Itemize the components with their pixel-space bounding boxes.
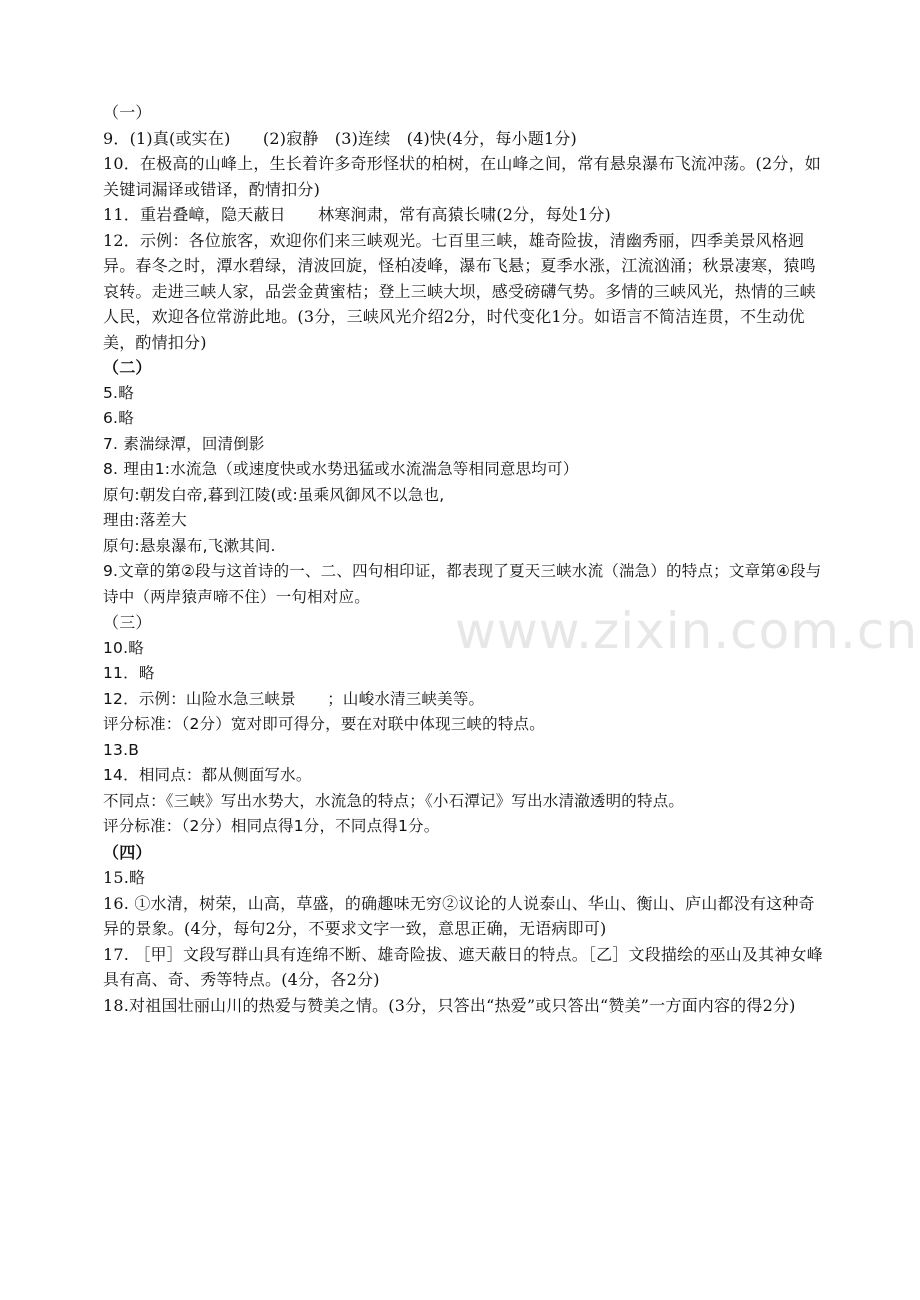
s4-answer-16: 16. ①水清，树荣，山高，草盛，的确趣味无穷②议论的人说泰山、华山、衡山、庐山都没有这种奇异的景象。(4分，每句2分，不要求文字一致，意思正确，无语病即可): [103, 893, 815, 938]
s4-answer-17: 17. ［甲］文段写群山具有连绵不断、雄奇险拔、遮天蔽日的特点。［乙］文段描绘的巫山及其神女峰具有高、奇、秀等特点。(4分，各2分): [103, 944, 823, 989]
s1-answer-11: 11．重岩叠嶂，隐天蔽日 林寒涧肃，常有高猿长啸(2分，每处1分): [103, 205, 612, 224]
section-4-heading: （四）: [103, 842, 152, 862]
s3-answer-14-scoring: 评分标准：（2分）相同点得1分，不同点得1分。: [103, 817, 440, 835]
s4-answer-15: 15.略: [103, 868, 146, 887]
s3-answer-12: 12．示例：山险水急三峡景 ；山峻水清三峡美等。: [103, 689, 485, 708]
section-2-heading: （二）: [103, 358, 152, 377]
s4-answer-18: 18.对祖国壮丽山川的热爱与赞美之情。(3分，只答出“热爱”或只答出“赞美”一方面内容的得2分): [103, 995, 796, 1015]
watermark-text: www.zixin.com.cn: [455, 602, 919, 660]
s3-answer-12-scoring: 评分标准：（2分）宽对即可得分，要在对联中体现三峡的特点。: [103, 715, 545, 733]
s2-answer-7: 7. 素湍绿潭，回清倒影: [103, 434, 265, 453]
s2-answer-9: 9.文章的第②段与这首诗的一、二、四句相印证，都表现了夏天三峡水流（湍急）的特点；文章第④段与诗中（两岸猿声啼不住）一句相对应。: [103, 562, 822, 606]
s2-answer-8-original-1: 原句:朝发白帝,暮到江陵(或:虽乘风御风不以急也,: [103, 485, 445, 504]
s3-answer-11: 11．略: [103, 664, 155, 682]
s1-answer-12: 12．示例：各位旅客，欢迎你们来三峡观光。七百里三峡，雄奇险拔，清幽秀丽，四季美景风格迥异。春冬之时，潭水碧绿，清波回旋，怪柏凌峰，瀑布飞悬；夏季水涨，江流汹涌；秋景凄寒，猿鸣哀转。走进三峡人家，品尝金黄蜜桔；登上三峡大坝，感受磅礴气势。多情的三峡风光，热情的三峡人民，欢迎各位常游此地。(3分，三峡风光介绍2分，时代变化1分。如语言不简洁连贯，不生动优美，酌情扣分): [103, 230, 816, 352]
s3-answer-13: 13.B: [103, 740, 140, 759]
s1-answer-10: 10．在极高的山峰上，生长着许多奇形怪状的柏树，在山峰之间，常有悬泉瀑布飞流冲荡。(2分，如关键词漏译或错译，酌情扣分): [103, 154, 821, 199]
section-1-heading: （一）: [103, 103, 152, 122]
s3-answer-14: 14．相同点：都从侧面写水。: [103, 766, 312, 784]
s1-answer-9: 9．(1)真(或实在) (2)寂静 (3)连续 (4)快(4分，每小题1分): [103, 128, 577, 148]
s3-answer-14-difference: 不同点：《三峡》写出水势大，水流急的特点；《小石潭记》写出水清澈透明的特点。: [103, 791, 685, 810]
answer-key-document: [103, 100, 823, 1018]
s3-answer-10: 10.略: [103, 638, 144, 657]
s2-answer-6: 6.略: [103, 409, 134, 427]
s2-answer-8: 8. 理由1:水流急（或速度快或水势迅猛或水流湍急等相同意思均可）: [103, 460, 579, 478]
section-3-heading: （三）: [103, 613, 152, 632]
s2-answer-5: 5.略: [103, 383, 134, 402]
s2-answer-8-original-2: 原句:悬泉瀑布,飞漱其间.: [103, 536, 276, 555]
s2-answer-8-reason-2: 理由:落差大: [103, 511, 187, 529]
